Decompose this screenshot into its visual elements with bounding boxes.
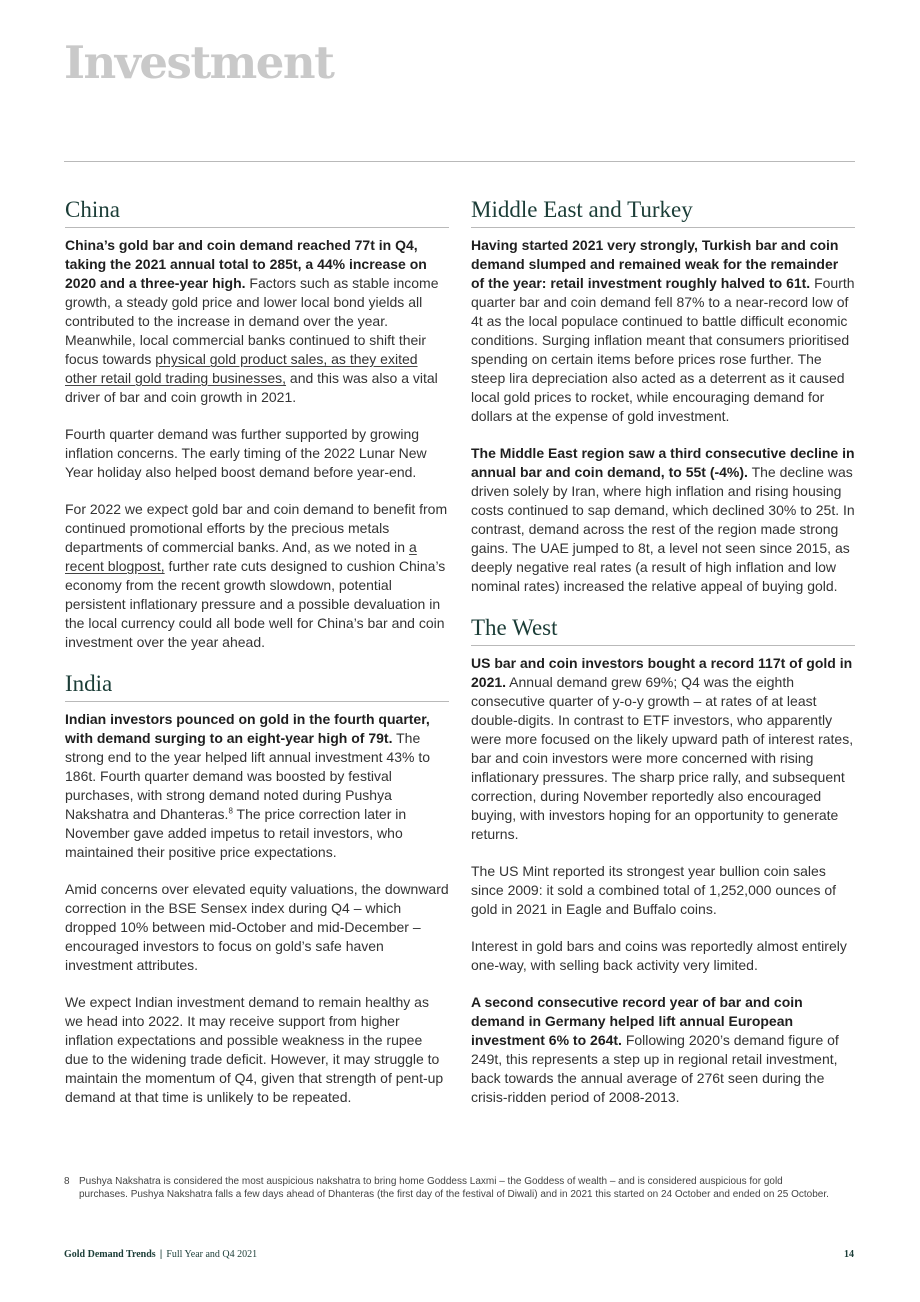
- recent-blogpost-link[interactable]: a recent blogpost,: [65, 539, 417, 574]
- west-paragraph-3: Interest in gold bars and coins was reportedly almost entirely one-way, with selling back activity very limited.: [471, 938, 847, 973]
- footnote-text: Pushya Nakshatra is considered the most auspicious nakshatra to bring home Goddess Laxmi – the Goddess of wealth – and is considered auspicious for gold purchases. Pushya Nakshatra falls a few days ahead of Dhanteras (the first day of the festival of Diwali) and in 2021 this started on 24 October and ended on 25 October.: [79, 1176, 829, 1200]
- section-heading-west: The West: [471, 614, 855, 646]
- india-paragraph-3: We expect Indian investment demand to remain healthy as we head into 2022. It may receive support from higher inflation expectations and possible weakness in the rupee due to the widening trade deficit. However, it may struggle to maintain the momentum of Q4, given that strength of pent-up demand at that time is unlikely to be repeated.: [65, 994, 444, 1105]
- germany-lead-text: A second consecutive record year of bar and coin demand in Germany helped lift annual European investment 6% to 264t.: [471, 994, 803, 1048]
- turkey-lead-text: Having started 2021 very strongly, Turkish bar and coin demand slumped and remained weak for the remainder of the year: retail investment roughly halved to 61t.: [471, 237, 839, 291]
- middle-east-paragraph-2: The Middle East region saw a third consecutive decline in annual bar and coin demand, to 55t (-4%). The decline was driven solely by Iran, where high inflation and rising housing costs continued to sap demand, which declined 30% to 25t. In contrast, demand across the rest of the region made strong gains. The UAE jumped to 8t, a level not seen since 2015, as deeply negative real rates (a result of high inflation and low nominal rates) increased the relative appeal of buying gold.: [471, 445, 855, 594]
- footer-separator: |: [159, 1249, 163, 1260]
- page-footer: [64, 1249, 257, 1260]
- right-column: [471, 196, 855, 1125]
- us-lead-text: US bar and coin investors bought a record 117t of gold in 2021.: [471, 655, 853, 690]
- footnote-number: 8: [64, 1176, 70, 1187]
- title-divider: [64, 161, 855, 162]
- china-paragraph-3: For 2022 we expect gold bar and coin demand to benefit from continued promotional efforts by the precious metals departments of commercial banks. And, as we noted in a recent blogpost, further rate cuts designed to cushion China’s economy from the recent growth slowdown, potential persistent inflationary pressure and a possible devaluation in the local currency could all bode well for China’s bar and coin investment over the year ahead.: [65, 501, 448, 650]
- left-column: [65, 196, 449, 1125]
- middle-east-lead-text: The Middle East region saw a third consecutive decline in annual bar and coin demand, to 55t (-4%).: [471, 445, 855, 480]
- section-the-west: [471, 614, 855, 1107]
- section-india: [65, 670, 449, 1107]
- china-paragraph-2: Fourth quarter demand was further supported by growing inflation concerns. The early timing of the 2022 Lunar New Year holiday also helped boost demand before year-end.: [65, 426, 427, 480]
- publication-name: Gold Demand Trends: [64, 1249, 156, 1260]
- section-heading-china: China: [65, 196, 449, 228]
- page-number: 14: [844, 1249, 854, 1260]
- india-paragraph-2: Amid concerns over elevated equity valuations, the downward correction in the BSE Sensex index during Q4 – which dropped 10% between mid-October and mid-December – encouraged investors to focus on gold’s safe haven investment attributes.: [65, 881, 449, 973]
- footnote-ref-8[interactable]: 8: [228, 806, 233, 816]
- edition-label: Full Year and Q4 2021: [166, 1249, 258, 1260]
- west-paragraph-4: A second consecutive record year of bar and coin demand in Germany helped lift annual European investment 6% to 264t. Following 2020’s demand figure of 249t, this represents a step up in regional retail investment, back towards the annual average of 276t seen during the crisis-ridden period of 2008-2013.: [471, 994, 839, 1105]
- section-middle-east-turkey: [471, 196, 855, 596]
- physical-gold-sales-link[interactable]: physical gold product sales, as they exited other retail gold trading businesses,: [65, 351, 418, 386]
- section-heading-middle-east: Middle East and Turkey: [471, 196, 855, 228]
- section-heading-india: India: [65, 670, 449, 702]
- west-paragraph-1: US bar and coin investors bought a record 117t of gold in 2021. Annual demand grew 69%; Q4 was the eighth consecutive quarter of y-o-y growth – at rates of at least double-digits. In contrast to ETF investors, who apparently were more focused on the likely upward path of interest rates, bar and coin investors were more concerned with rising inflationary pressures. The sharp price rally, and subsequent correction, during November reportedly also encouraged buying, with investors hoping for an opportunity to generate returns.: [471, 655, 854, 842]
- india-lead-text: Indian investors pounced on gold in the fourth quarter, with demand surging to an eight-year high of 79t.: [65, 711, 430, 746]
- footnote-8: [64, 1175, 834, 1201]
- west-paragraph-2: The US Mint reported its strongest year bullion coin sales since 2009: it sold a combined total of 1,252,000 ounces of gold in 2021 in Eagle and Buffalo coins.: [471, 863, 837, 917]
- india-paragraph-1: Indian investors pounced on gold in the fourth quarter, with demand surging to an eight-year high of 79t. The strong end to the year helped lift annual investment 43% to 186t. Fourth quarter demand was boosted by festival purchases, with strong demand noted during Pushya Nakshatra and Dhanteras.$^8$ The price correction later in November gave added impetus to retail investors, who maintained their positive price expectations.: [65, 711, 431, 860]
- china-paragraph-1: China’s gold bar and coin demand reached 77t in Q4, taking the 2021 annual total to 285t, a 44% increase on 2020 and a three-year high. Factors such as stable income growth, a steady gold price and lower local bond yields all contributed to the increase in demand over the year. Meanwhile, local commercial banks continued to shift their focus towards physical gold product sales, as they exited other retail gold trading businesses, and this was also a vital driver of bar and coin growth in 2021.: [65, 237, 439, 405]
- section-china: [65, 196, 449, 652]
- china-lead-text: China’s gold bar and coin demand reached 77t in Q4, taking the 2021 annual total to 285t, a 44% increase on 2020 and a three-year high.: [65, 237, 427, 291]
- middle-east-paragraph-1: Having started 2021 very strongly, Turkish bar and coin demand slumped and remained weak for the remainder of the year: retail investment roughly halved to 61t. Fourth quarter bar and coin demand fell 87% to a near-record low of 4t as the local populace continued to battle difficult economic conditions. Surging inflation meant that consumers prioritised spending on certain items before prices rose further. The steep lira depreciation also acted as a deterrent as it caused local gold prices to rocket, while encouraging demand for dollars at the expense of gold investment.: [471, 237, 855, 424]
- page-title: Investment: [64, 36, 334, 89]
